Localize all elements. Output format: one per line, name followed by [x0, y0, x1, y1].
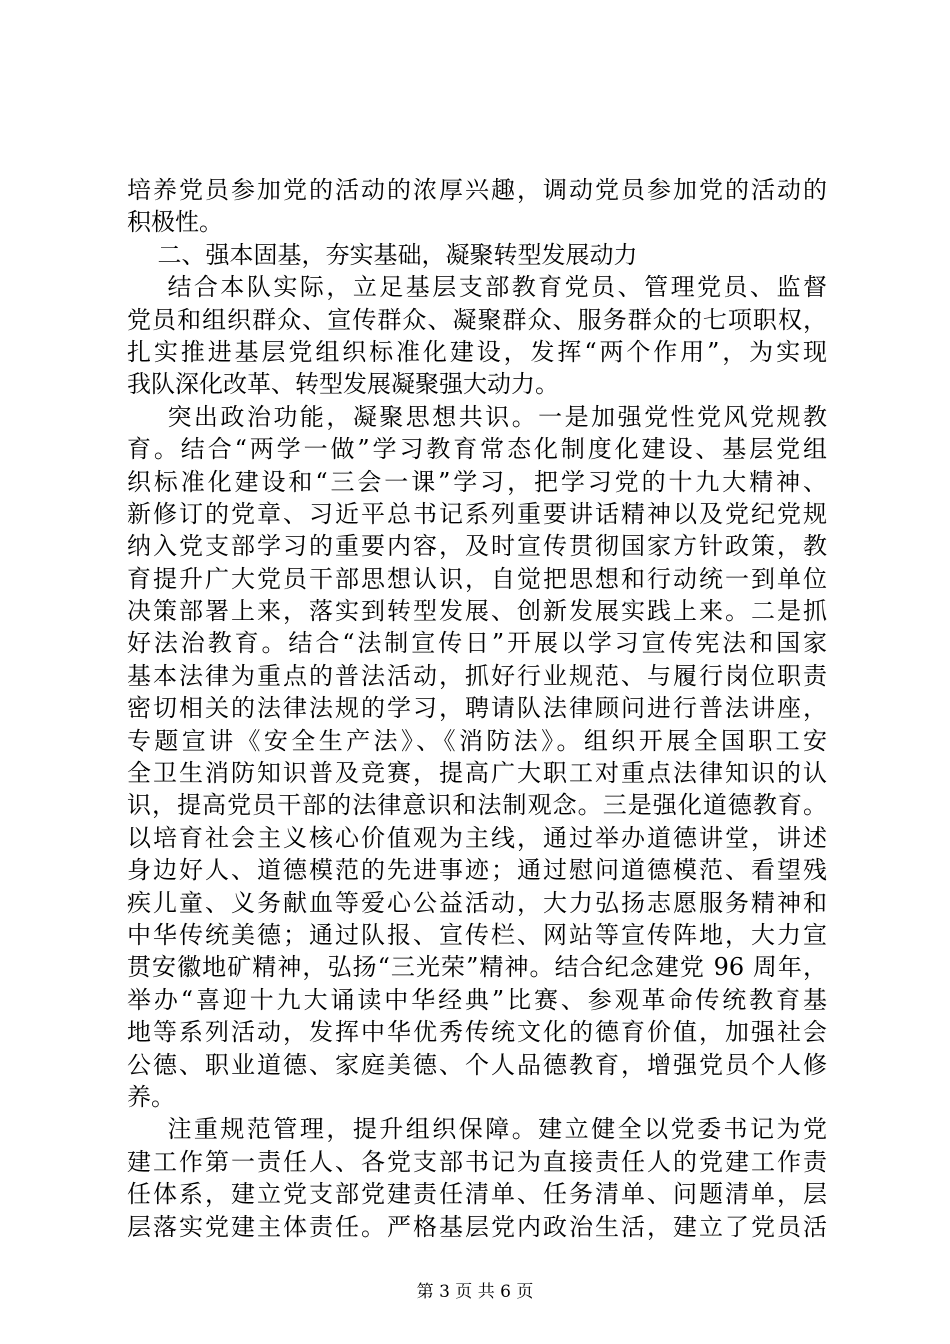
text-line: 结合本队实际，立足基层支部教育党员、管理党员、监督: [127, 273, 827, 302]
text-line: 培养党员参加党的活动的浓厚兴趣，调动党员参加党的活动的: [127, 176, 827, 204]
document-body: [127, 174, 827, 1243]
text-line: 层落实党建主体责任。严格基层党内政治生活，建立了党员活: [127, 1212, 827, 1241]
text-line: 建工作第一责任人、各党支部书记为直接责任人的党建工作责: [127, 1147, 827, 1176]
text-line: 疾儿童、义务献血等爱心公益活动，大力弘扬志愿服务精神和: [127, 888, 827, 917]
text-line: 地等系列活动，发挥中华优秀传统文化的德育价值，加强社会: [127, 1018, 827, 1047]
text-line: 全卫生消防知识普及竞赛，提高广大职工对重点法律知识的认: [127, 759, 827, 788]
text-line: 育提升广大党员干部思想认识，自觉把思想和行动统一到单位: [127, 564, 827, 593]
text-line: 好法治教育。结合“法制宣传日”开展以学习宣传宪法和国家: [127, 629, 827, 658]
text-line: 决策部署上来，落实到转型发展、创新发展实践上来。二是抓: [127, 597, 827, 626]
text-line: 积极性。: [127, 208, 223, 237]
text-line: 纳入党支部学习的重要内容，及时宣传贯彻国家方针政策，教: [127, 532, 827, 561]
text-line: 中华传统美德；通过队报、宣传栏、网站等宣传阵地，大力宣: [127, 920, 827, 949]
text-line: 织标准化建设和“三会一课”学习，把学习党的十九大精神、: [127, 467, 827, 496]
text-line: 突出政治功能，凝聚思想共识。一是加强党性党风党规教: [127, 402, 827, 431]
text-line: 贯安徽地矿精神，弘扬“三光荣”精神。结合纪念建党 96 周年，: [127, 953, 827, 982]
text-line: 任体系，建立党支部党建责任清单、任务清单、问题清单，层: [127, 1180, 827, 1209]
text-line: 公德、职业道德、家庭美德、个人品德教育，增强党员个人修: [127, 1050, 827, 1079]
text-line: 举办“喜迎十九大诵读中华经典”比赛、参观革命传统教育基: [127, 985, 827, 1014]
text-line: 新修订的党章、习近平总书记系列重要讲话精神以及党纪党规: [127, 499, 827, 528]
text-line: 党员和组织群众、宣传群众、凝聚群众、服务群众的七项职权，: [127, 305, 827, 334]
text-line: 密切相关的法律法规的学习，聘请队法律顾问进行普法讲座，: [127, 694, 827, 723]
text-line: 扎实推进基层党组织标准化建设，发挥“两个作用”，为实现: [127, 337, 827, 366]
text-line: 我队深化改革、转型发展凝聚强大动力。: [127, 370, 559, 399]
text-line: 养。: [127, 1082, 175, 1111]
text-line: 身边好人、道德模范的先进事迹；通过慰问道德模范、看望残: [127, 856, 827, 885]
text-line: 以培育社会主义核心价值观为主线，通过举办道德讲堂，讲述: [127, 823, 827, 852]
text-line: 识，提高党员干部的法律意识和法制观念。三是强化道德教育。: [127, 791, 827, 820]
text-line: 专题宣讲《安全生产法》、《消防法》。组织开展全国职工安: [127, 726, 827, 755]
page-footer: 第 3 页 共 6 页: [416, 1282, 534, 1302]
text-line: 注重规范管理，提升组织保障。建立健全以党委书记为党: [127, 1115, 827, 1144]
text-line: 基本法律为重点的普法活动，抓好行业规范、与履行岗位职责: [127, 661, 827, 690]
text-line: 育。结合“两学一做”学习教育常态化制度化建设、基层党组: [127, 435, 827, 464]
text-line: 二、强本固基，夯实基础，凝聚转型发展动力: [127, 240, 638, 269]
